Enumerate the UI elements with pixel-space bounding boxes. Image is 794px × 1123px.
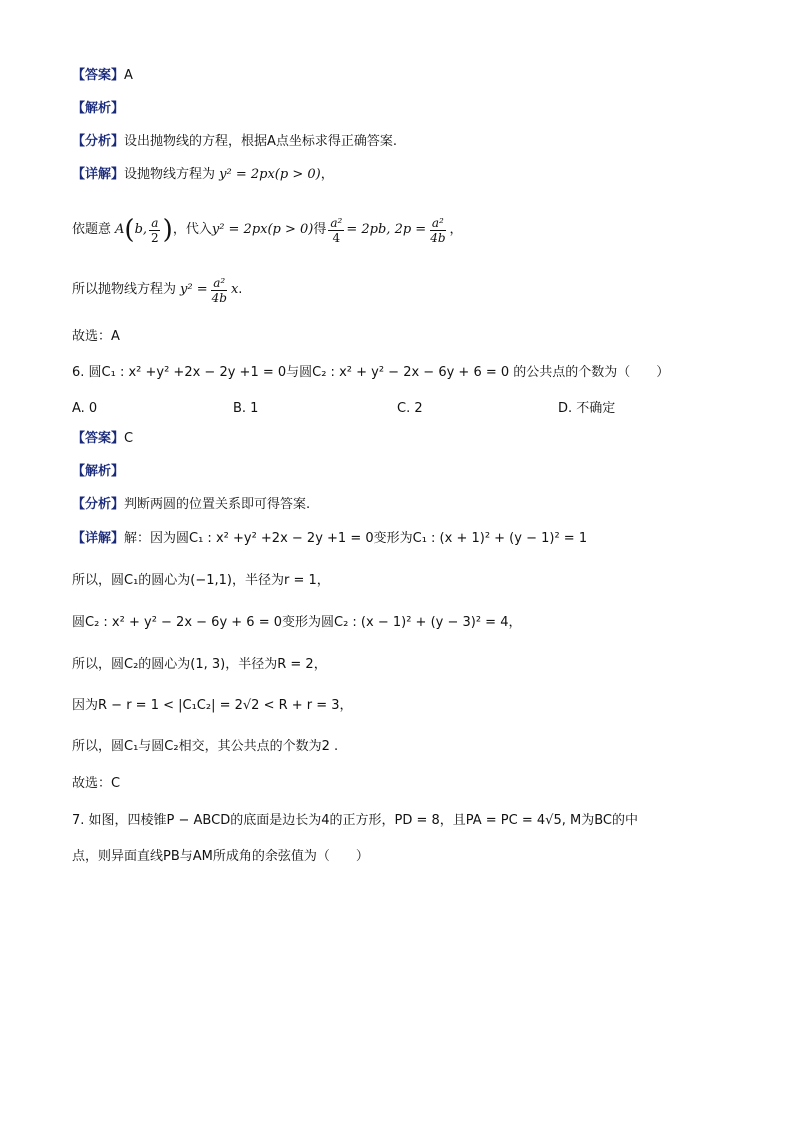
answer-value: A — [124, 68, 133, 83]
q6-stem: 6. 圆C₁ : x² +y² +2x − 2y +1 = 0与圆C₂ : x² + y² − 2x − 6y + 6 = 0 的公共点的个数为（ ） — [72, 365, 670, 380]
frac-num: a² — [213, 275, 226, 290]
q7-line1: 7. 如图，四棱锥P − ABCD的底面是边长为4的正方形，PD = 8，且PA = PC = 4√5, M为BC的中 — [72, 813, 638, 828]
line2-equation: y² = 2px(p > 0) — [211, 222, 314, 237]
point-a-label: A — [115, 222, 125, 237]
q6-line6: 所以，圆C₁与圆C₂相交，其公共点的个数为2 . — [72, 739, 339, 754]
fenxi-tag: 【分析】 — [72, 497, 125, 512]
q5-answer-line — [72, 67, 734, 85]
answer-tag: 【答案】 — [72, 431, 125, 446]
q5-conclusion: 故选：A — [72, 329, 120, 344]
q5-line2 — [72, 212, 734, 248]
analysis-tag: 【解析】 — [72, 464, 125, 479]
q6-line2: 所以，圆C₁的圆心为(−1,1)，半径为r = 1， — [72, 573, 330, 588]
q6-choice-a: A. 0 — [72, 401, 98, 416]
detail-prefix: 设抛物线方程为 — [124, 167, 216, 182]
frac-num: a² — [330, 215, 343, 230]
fenxi-text: 判断两圆的位置关系即可得答案. — [124, 497, 311, 512]
q6-analysis-line — [72, 463, 734, 481]
line3-end: . — [238, 282, 243, 297]
line2-end: ， — [449, 222, 463, 237]
q6-detail-line — [72, 530, 734, 548]
q5-detail-line — [72, 166, 734, 184]
q5-analysis-line — [72, 100, 734, 118]
line3-x: x — [230, 282, 239, 297]
detail-end: ， — [320, 167, 334, 182]
frac-den: 4b — [430, 230, 446, 245]
line2-mid: ，代入 — [172, 222, 212, 237]
frac-den: 4 — [332, 230, 341, 245]
q6-line4: 所以，圆C₂的圆心为(1, 3)，半径为R = 2， — [72, 657, 327, 672]
frac-den: 4b — [211, 290, 227, 305]
q6-choice-c: C. 2 — [397, 401, 423, 416]
q5-fenxi-line — [72, 133, 734, 151]
frac-den: 2 — [151, 230, 159, 245]
line3-equation: y² = — [180, 282, 208, 297]
fenxi-text: 设出抛物线的方程，根据A点坐标求得正确答案. — [124, 134, 398, 149]
answer-tag: 【答案】 — [72, 68, 125, 83]
q6-fenxi-line — [72, 496, 734, 514]
line2-equation-2: = 2pb, 2p = — [346, 222, 427, 237]
right-paren: ) — [162, 215, 173, 245]
q5-line3 — [72, 272, 734, 308]
line2-prefix: 依题意 — [72, 222, 112, 237]
answer-value: C — [124, 431, 134, 446]
q6-conclusion: 故选：C — [72, 776, 121, 791]
fraction-a-over-2 — [149, 216, 161, 245]
detail-equation: y² = 2px(p > 0) — [219, 167, 321, 182]
fraction-a2-over-4 — [328, 216, 344, 245]
frac-num: a² — [431, 215, 444, 230]
fraction-a2-over-4b — [428, 216, 447, 245]
frac-num: a — [151, 215, 159, 230]
detail-tag: 【详解】 — [72, 531, 125, 546]
line3-prefix: 所以抛物线方程为 — [72, 282, 177, 297]
line2-de: 得 — [313, 222, 327, 237]
q6-choice-b: B. 1 — [233, 401, 259, 416]
q6-answer-line — [72, 430, 734, 448]
detail-text: 解：因为圆C₁ : x² +y² +2x − 2y +1 = 0变形为C₁ : (x + 1)² + (y − 1)² = 1 — [124, 531, 588, 546]
analysis-tag: 【解析】 — [72, 101, 125, 116]
fraction-a2-over-4b — [210, 276, 229, 305]
q6-choice-d: D. 不确定 — [558, 401, 616, 416]
fenxi-tag: 【分析】 — [72, 134, 125, 149]
q7-line2: 点，则异面直线PB与AM所成角的余弦值为（ ） — [72, 849, 369, 864]
left-paren: ( — [124, 215, 135, 245]
point-a-b: b, — [134, 222, 148, 237]
detail-tag: 【详解】 — [72, 167, 125, 182]
q6-line3: 圆C₂ : x² + y² − 2x − 6y + 6 = 0变形为圆C₂ : (x − 1)² + (y − 3)² = 4， — [72, 615, 522, 630]
q6-line5: 因为R − r = 1 < |C₁C₂| = 2√2 < R + r = 3， — [72, 698, 353, 713]
